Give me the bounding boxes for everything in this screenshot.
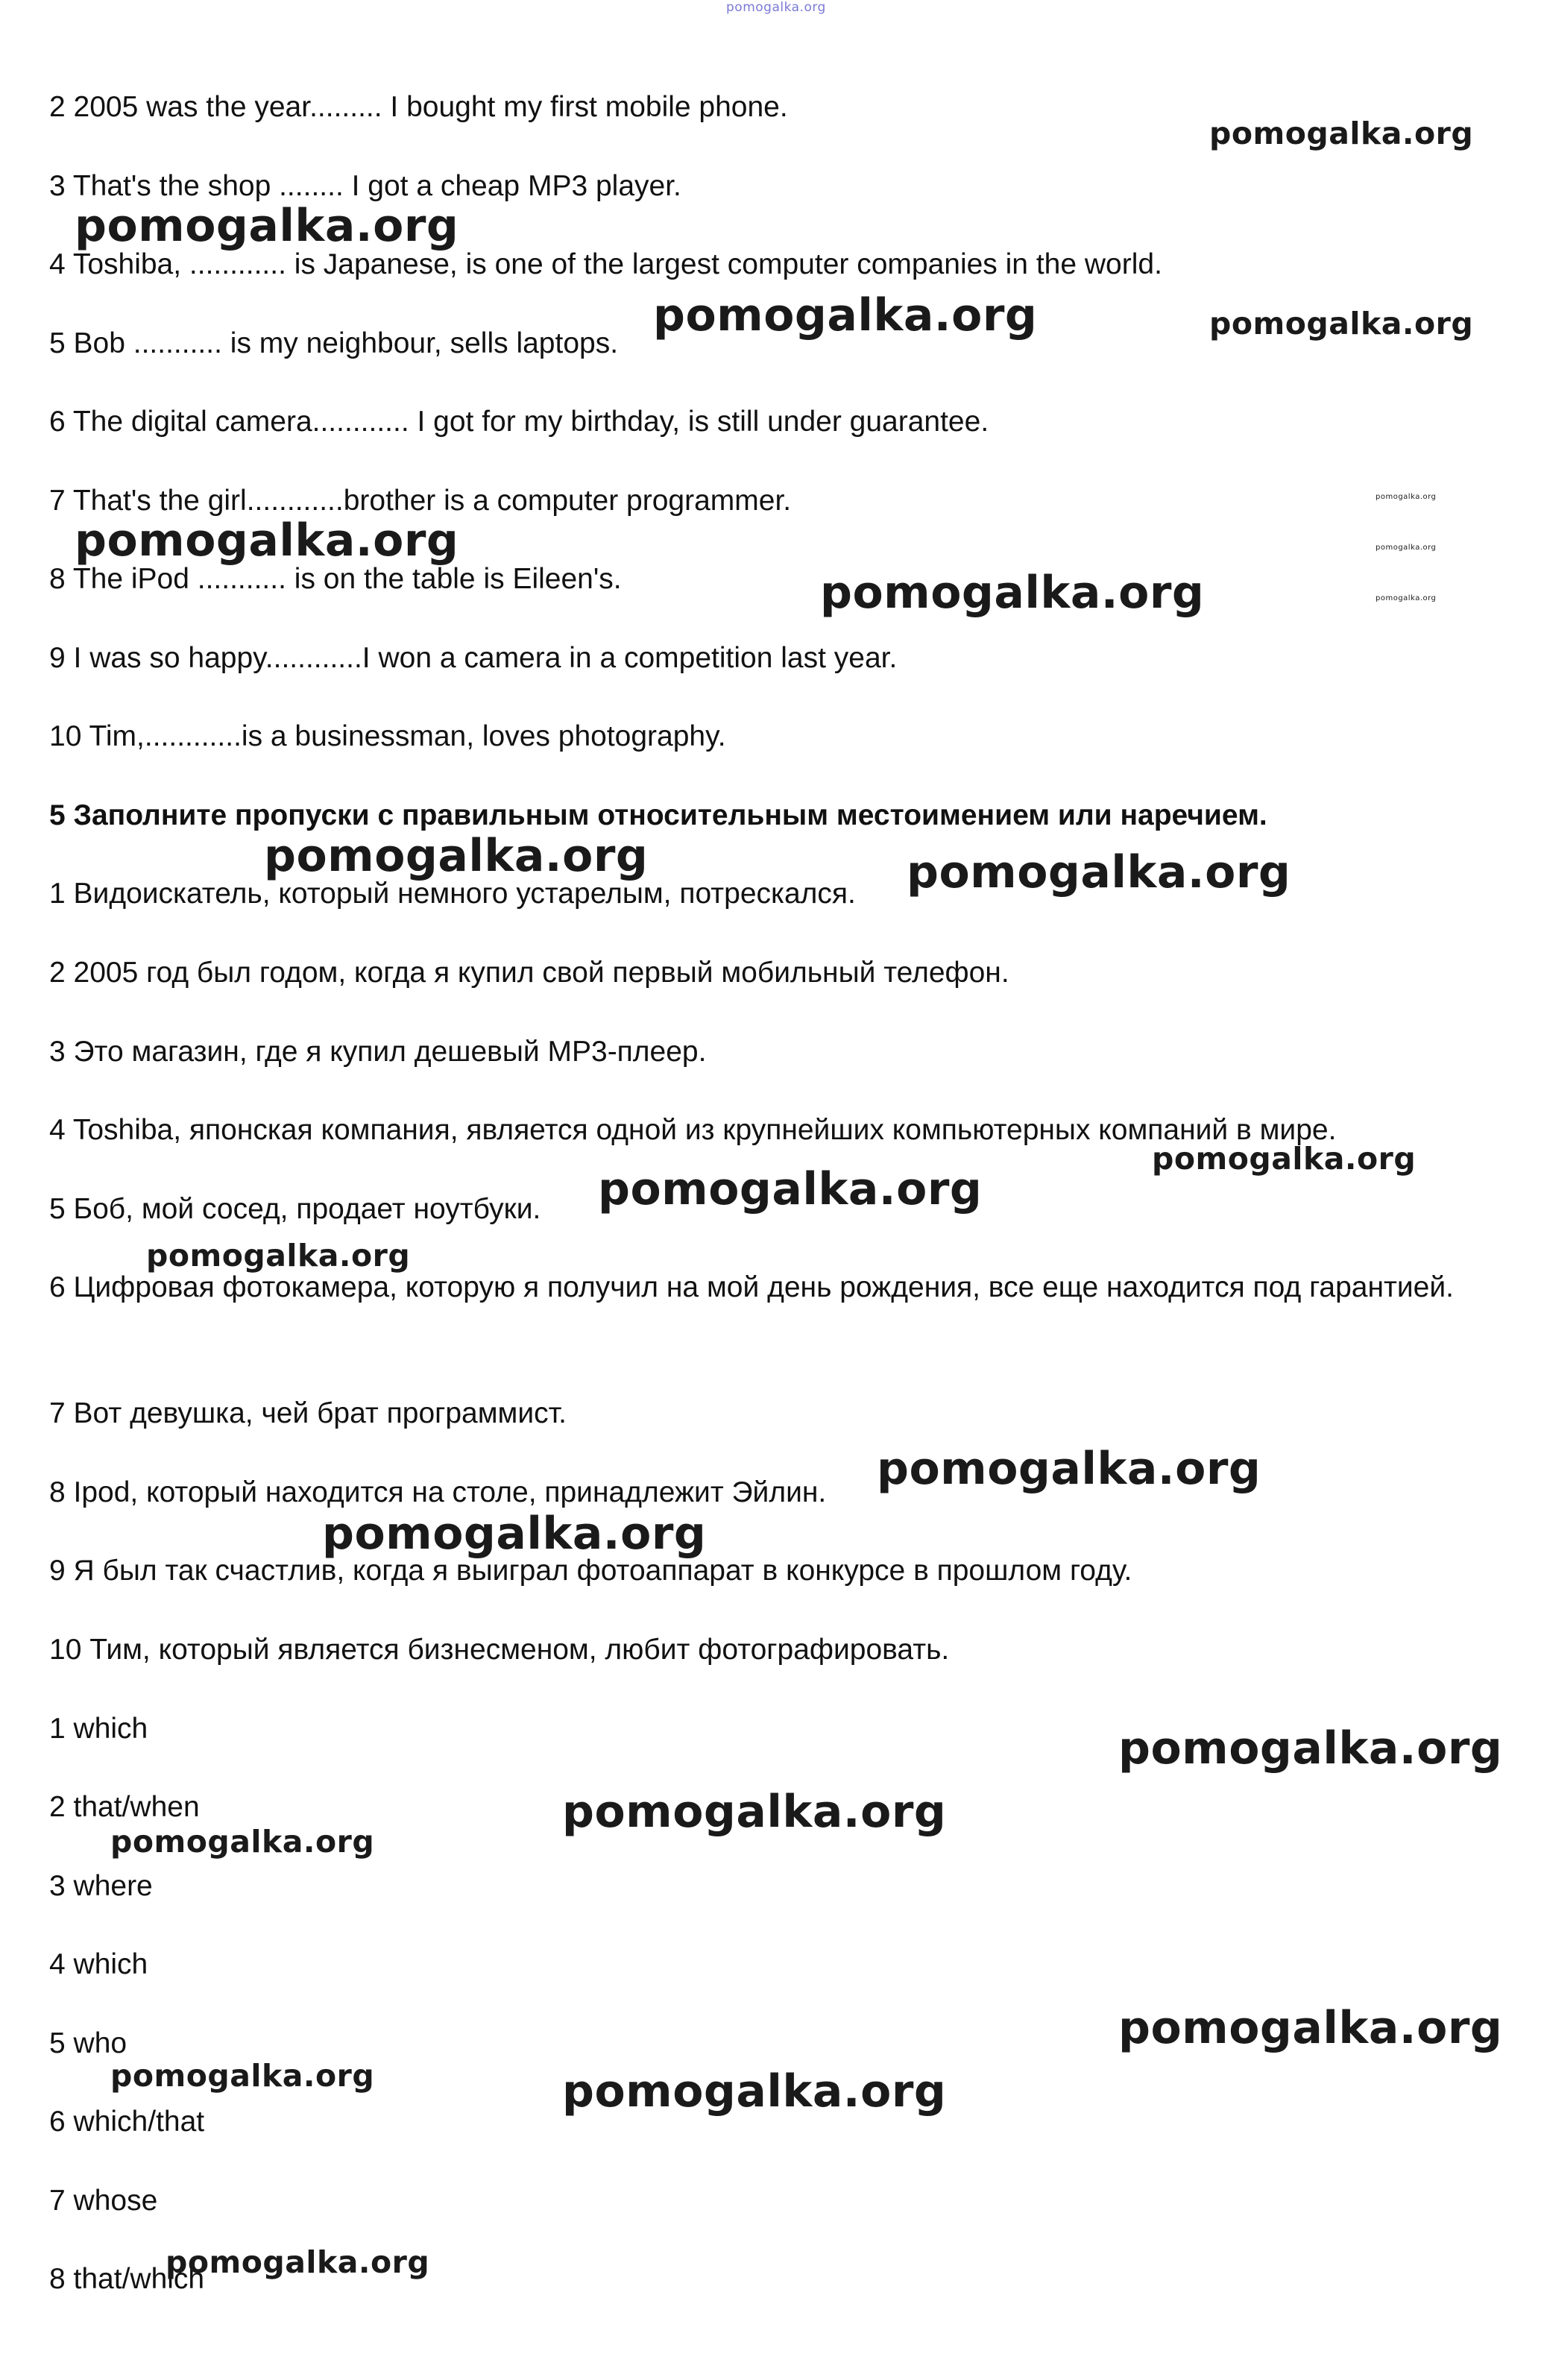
translation-line: 4 Toshiba, японская компания, является одной из крупнейших компьютерных компаний в мире. <box>49 1114 1337 1146</box>
watermark: pomogalka.org <box>1118 2002 1503 2054</box>
translation-line: 3 Это магазин, где я купил дешевый MP3-плеер. <box>49 1036 707 1068</box>
answer-line: 8 that/which <box>49 2263 205 2295</box>
watermark: pomogalka.org <box>146 1238 411 1274</box>
watermark: pomogalka.org <box>110 2058 375 2094</box>
answer-line: 1 which <box>49 1713 148 1745</box>
exercise-line: 4 Toshiba, ............ is Japanese, is one of the largest computer companies in the world. <box>49 248 1162 280</box>
watermark: pomogalka.org <box>1118 1722 1503 1775</box>
translation-line: 10 Тим, который является бизнесменом, любит фотографировать. <box>49 1634 950 1666</box>
watermark: pomogalka.org <box>907 846 1291 898</box>
exercise-line: 5 Bob ........... is my neighbour, sells laptops. <box>49 327 619 359</box>
watermark: pomogalka.org <box>598 1163 983 1215</box>
translation-line: 7 Вот девушка, чей брат программист. <box>49 1397 567 1429</box>
translation-line: 2 2005 год был годом, когда я купил свой первый мобильный телефон. <box>49 957 1009 989</box>
watermark: pomogalka.org <box>1209 306 1474 341</box>
watermark: pomogalka.org <box>1209 116 1474 151</box>
exercise-line: 3 That's the shop ........ I got a cheap MP3 player. <box>49 170 681 202</box>
watermark: pomogalka.org <box>820 567 1205 619</box>
exercise-line: 9 I was so happy............I won a camera in a competition last year. <box>49 642 898 674</box>
answer-line: 7 whose <box>49 2185 158 2217</box>
watermark: pomogalka.org <box>1152 1141 1417 1177</box>
translation-line: 9 Я был так счастлив, когда я выиграл фотоаппарат в конкурсе в прошлом году. <box>49 1555 1132 1587</box>
watermark: pomogalka.org <box>264 830 649 882</box>
watermark: pomogalka.org <box>1376 594 1437 602</box>
watermark: pomogalka.org <box>1376 493 1437 501</box>
watermark: pomogalka.org <box>75 200 459 252</box>
watermark: pomogalka.org <box>166 2244 430 2280</box>
exercise-line: 2 2005 was the year......... I bought my first mobile phone. <box>49 91 788 123</box>
translation-line: 5 Боб, мой сосед, продает ноутбуки. <box>49 1193 541 1225</box>
exercise-line: 10 Tim,............is a businessman, loves photography. <box>49 720 726 752</box>
exercise-heading: 5 Заполните пропуски с правильным относительным местоимением или наречием. <box>49 799 1267 831</box>
answer-line: 4 which <box>49 1948 148 1980</box>
watermark: pomogalka.org <box>726 0 826 15</box>
translation-line: 8 Ipod, который находится на столе, принадлежит Эйлин. <box>49 1476 827 1508</box>
watermark: pomogalka.org <box>322 1508 707 1560</box>
translation-line: 6 Цифровая фотокамера, которую я получил на мой день рождения, все еще находится под гарантией. <box>49 1271 1454 1303</box>
watermark: pomogalka.org <box>877 1443 1261 1495</box>
answer-line: 3 where <box>49 1870 153 1902</box>
watermark: pomogalka.org <box>1376 544 1437 552</box>
answer-line: 6 which/that <box>49 2106 205 2138</box>
exercise-line: 8 The iPod ........... is on the table is Eileen's. <box>49 563 622 595</box>
watermark: pomogalka.org <box>562 1786 947 1838</box>
translation-line: 1 Видоискатель, который немного устарелым, потрескался. <box>49 878 856 910</box>
watermark: pomogalka.org <box>653 289 1038 341</box>
watermark: pomogalka.org <box>110 1824 375 1860</box>
exercise-line: 6 The digital camera............ I got for my birthday, is still under guarantee. <box>49 406 989 438</box>
exercise-line: 7 That's the girl............brother is a computer programmer. <box>49 485 792 517</box>
watermark: pomogalka.org <box>75 514 459 567</box>
watermark: pomogalka.org <box>562 2065 947 2118</box>
answer-line: 5 who <box>49 2027 127 2059</box>
answer-line: 2 that/when <box>49 1791 200 1823</box>
